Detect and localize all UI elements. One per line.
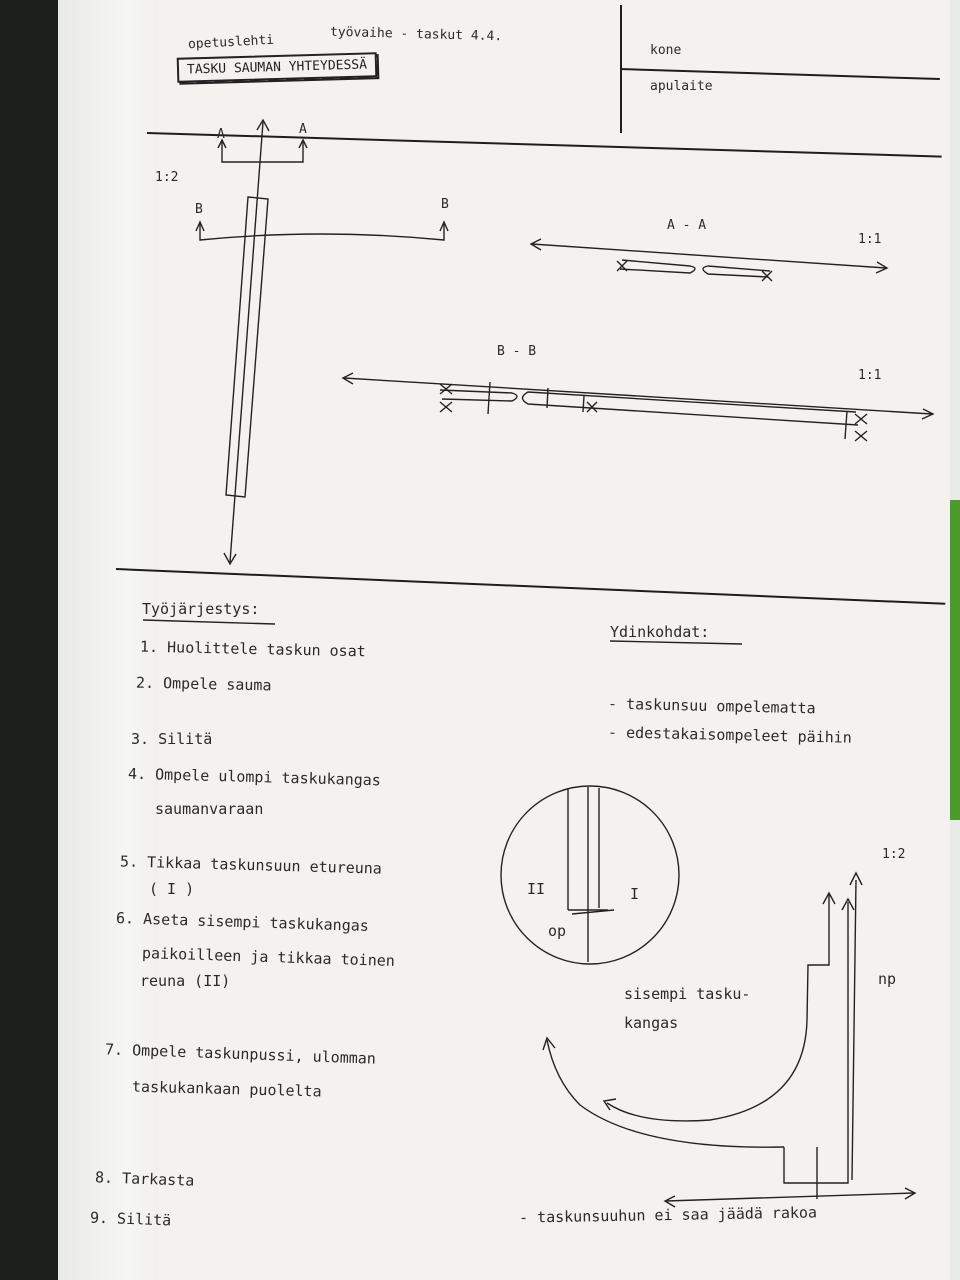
- inner-fabric-label: sisempi tasku-: [624, 985, 751, 1003]
- key-point-1: - taskunsuu ompelematta: [607, 694, 816, 718]
- detail-label-i: I: [630, 885, 640, 903]
- step-7-cont: taskukankaan puolelta: [131, 1077, 322, 1101]
- section-aa-line: [532, 244, 886, 268]
- step-4-cont: saumanvaraan: [155, 800, 264, 818]
- step-7: 7. Ompele taskunpussi, ulomman: [104, 1040, 377, 1068]
- step-6-cont: paikoilleen ja tikkaa toinen: [141, 944, 396, 970]
- step-6-cont-2: reuna (II): [140, 972, 231, 990]
- steps-heading: Työjärjestys:: [142, 600, 260, 618]
- pocket-bag-inner: [607, 894, 829, 1121]
- step-1: 1. Huolittele taskun osat: [139, 637, 366, 661]
- key-points-heading: Ydinkohdat:: [610, 623, 710, 641]
- step-6: 6. Aseta sisempi taskukangas: [115, 909, 370, 935]
- cut-label-b-left: B: [195, 202, 203, 217]
- detail-label-ii: II: [527, 880, 546, 898]
- machine-label: kone: [650, 43, 682, 58]
- detail-scale: 1:2: [882, 847, 906, 862]
- phase-label: työvaihe - taskut 4.4.: [329, 24, 503, 45]
- pocket-bag-outer: [547, 1040, 784, 1147]
- step-2: 2. Ompele sauma: [135, 673, 272, 695]
- key-point-2: - edestakaisompeleet päihin: [607, 723, 853, 747]
- bottom-note: - taskunsuuhun ei saa jäädä rakoa: [518, 1203, 818, 1227]
- detail-circle: [501, 786, 679, 964]
- tool-label: apulaite: [650, 79, 713, 94]
- section-aa-scale: 1:1: [858, 232, 882, 247]
- pocket-outline: [226, 197, 268, 497]
- section-bb-scale: 1:1: [858, 368, 882, 383]
- step-4: 4. Ompele ulompi taskukangas: [127, 764, 382, 790]
- cut-label-a-right: A: [299, 122, 307, 137]
- document-title: TASKU SAUMAN YHTEYDESSÄ: [177, 52, 378, 83]
- detail-label-np: np: [878, 970, 897, 988]
- main-scale-label: 1:2: [155, 170, 179, 185]
- inner-fabric-label-cont: kangas: [624, 1014, 679, 1032]
- step-5: 5. Tikkaa taskunsuun etureuna: [119, 852, 383, 878]
- doc-label: opetuslehti: [187, 32, 275, 53]
- step-8: 8. Tarkasta: [94, 1168, 195, 1190]
- step-5-cont: ( I ): [149, 880, 195, 898]
- cut-label-b-right: B: [441, 197, 449, 212]
- cut-label-a-left: A: [217, 127, 225, 142]
- step-9: 9. Silitä: [89, 1208, 172, 1230]
- detail-label-op: op: [548, 922, 567, 940]
- section-aa-title: A - A: [667, 218, 707, 233]
- section-bb-title: B - B: [497, 344, 537, 359]
- step-3: 3. Silitä: [131, 730, 213, 748]
- section-bb-line: [344, 378, 932, 414]
